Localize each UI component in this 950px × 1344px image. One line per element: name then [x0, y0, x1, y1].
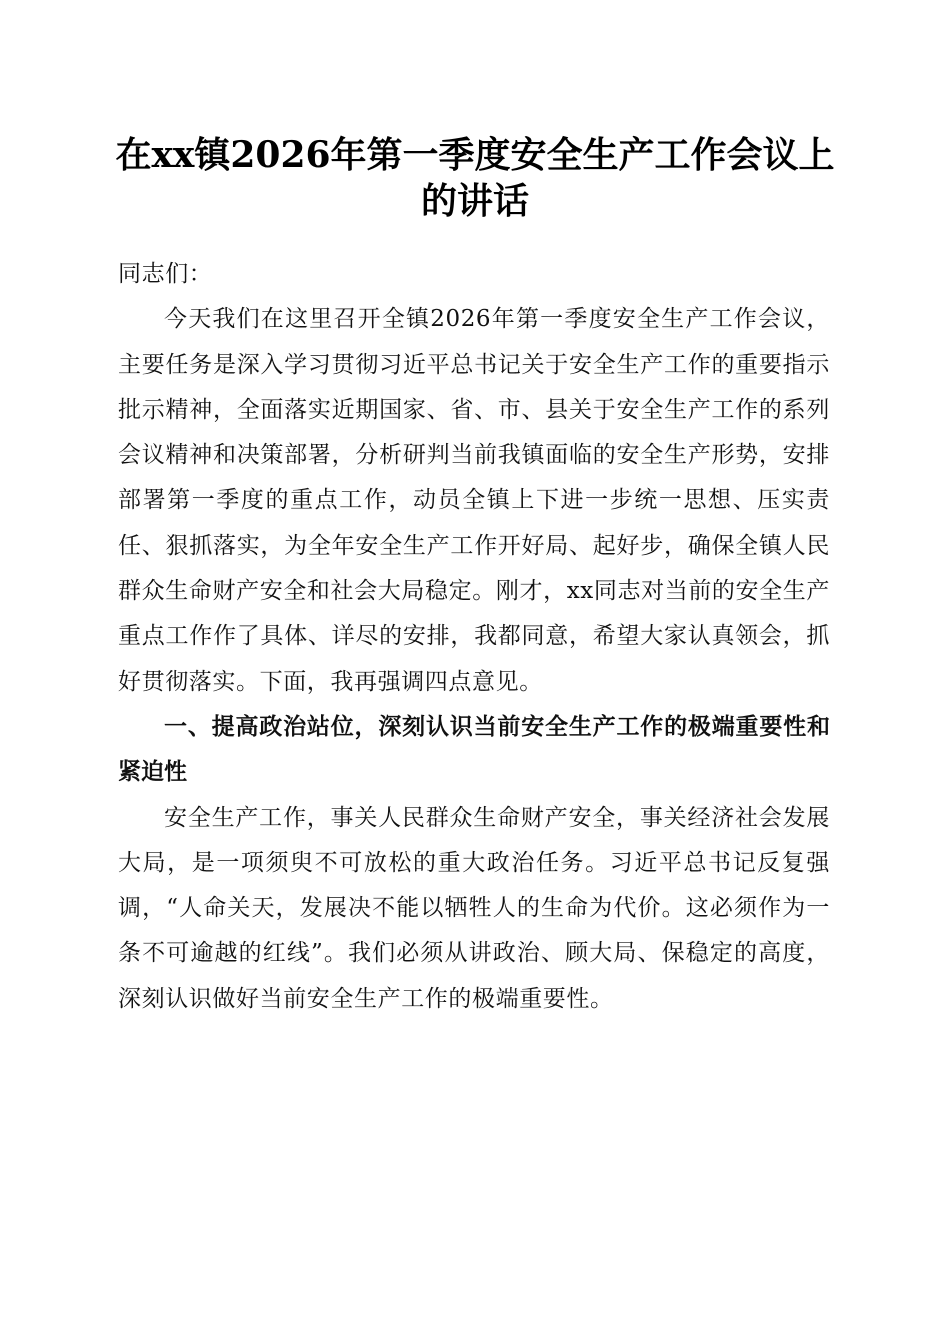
section-1-paragraph: 安全生产工作，事关人民群众生命财产安全，事关经济社会发展大局，是一项须臾不可放松的重大政治任务。习近平总书记反复强调，“人命关天，发展决不能以牺牲人的生命为代价。这必须作为一条不可逾越的红线”。我们必须从讲政治、顾大局、保稳定的高度，深刻认识做好当前安全生产工作的极端重要性。	[118, 804, 830, 1012]
section-heading-1: 一、提高政治站位，深刻认识当前安全生产工作的极端重要性和紧迫性	[118, 713, 830, 786]
document-title: 在xx镇2026年第一季度安全生产工作会议上的讲话	[115, 134, 835, 222]
salutation: 同志们：	[118, 261, 213, 287]
document-body	[118, 252, 830, 1022]
intro-paragraph: 今天我们在这里召开全镇2026年第一季度安全生产工作会议，主要任务是深入学习贯彻习近平总书记关于安全生产工作的重要指示批示精神，全面落实近期国家、省、市、县关于安全生产工作的系列会议精神和决策部署，分析研判当前我镇面临的安全生产形势，安排部署第一季度的重点工作，动员全镇上下进一步统一思想、压实责任、狠抓落实，为全年安全生产工作开好局、起好步，确保全镇人民群众生命财产安全和社会大局稳定。刚才，xx同志对当前的安全生产重点工作作了具体、详尽的安排，我都同意，希望大家认真领会，抓好贯彻落实。下面，我再强调四点意见。	[118, 306, 830, 695]
